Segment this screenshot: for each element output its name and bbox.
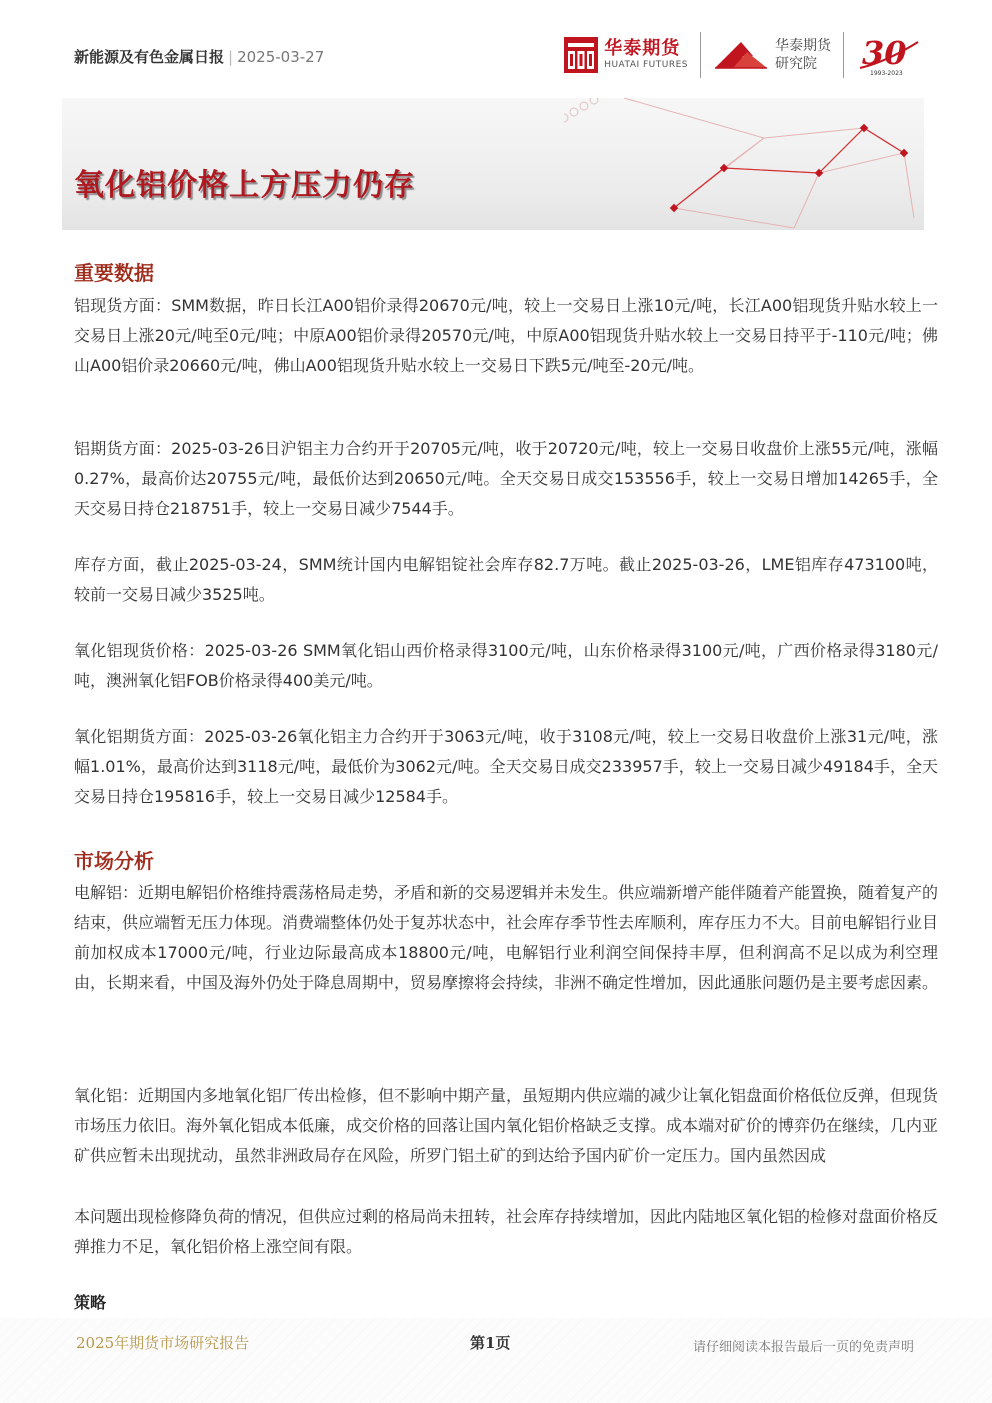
- page-number: 第1页: [470, 1334, 511, 1352]
- aluminum-spot-paragraph: 铝现货方面：SMM数据，昨日长江A00铝价录得20670元/吨，较上一交易日上涨10元/吨，长江A00铝现货升贴水较上一交易日上涨20元/吨至0元/吨；中原A00铝价录得20570元/吨，中原A00铝现货升贴水较上一交易日持平于-110元/吨；佛山A00铝价录20660元/吨，佛山A00铝现货升贴水较上一交易日下跌5元/吨至-20元/吨。: [74, 296, 938, 375]
- logo-cn-text: 华泰期货: [604, 38, 681, 59]
- alumina-futures-paragraph: 氧化铝期货方面：2025-03-26氧化铝主力合约开于3063元/吨，收于3108元/吨，较上一交易日收盘价上涨31元/吨，涨幅1.01%，最高价达到3118元/吨，最低价为3062元/吨。全天交易日成交233957手，较上一交易日减少49184手，全天交易日持仓195816手，较上一交易日减少12584手。: [74, 727, 938, 806]
- alumina-analysis: 氧化铝：近期国内多地氧化铝厂传出检修，但不影响中期产量，虽短期内供应端的减少让氧化铝盘面价格低位反弹，但现货市场压力依旧。海外氧化铝成本低廉，成交价格的回落让国内氧化铝价格缺乏支撑。成本端对矿价的博弈仍在继续，几内亚矿供应暂未出现扰动，虽然非洲政局存在风险，所罗门铝土矿的到达给予国内矿价一定压力。国内虽然因成: [74, 1086, 939, 1165]
- network-graphic-icon: [564, 98, 924, 230]
- logo-divider: [843, 32, 844, 78]
- page-footer: [0, 1318, 992, 1403]
- footer-disclaimer: 请仔细阅读本报告最后一页的免责声明: [692, 1340, 914, 1355]
- institute-logo: [713, 30, 831, 80]
- report-series: 新能源及有色金属日报: [74, 48, 225, 66]
- footer-texture: [0, 1318, 992, 1403]
- anniversary-30-icon: [856, 32, 922, 78]
- header-logos: [564, 30, 922, 80]
- huatai-logo-icon: [564, 37, 598, 73]
- anniversary-number: 30: [862, 34, 907, 72]
- header-title: [74, 46, 324, 67]
- market-analysis-heading: 市场分析: [74, 849, 154, 873]
- strategy-heading: 策略: [74, 1293, 107, 1312]
- anniversary-years: 1993-2023: [870, 70, 903, 77]
- report-title: 氧化铝价格上方压力仍存: [74, 168, 415, 203]
- title-banner: [62, 98, 924, 230]
- alumina-spot-paragraph: 氧化铝现货价格：2025-03-26 SMM氧化铝山西价格录得3100元/吨，山东价格录得3100元/吨，广西价格录得3180元/吨，澳洲氧化铝FOB价格录得400美元/吨。: [74, 641, 938, 690]
- alumina-analysis-continued: 本问题出现检修降负荷的情况，但供应过剩的格局尚未扭转，社会库存持续增加，因此内陆地区氧化铝的检修对盘面价格反弹推力不足，氧化铝价格上涨空间有限。: [74, 1207, 939, 1256]
- header-separator: |: [228, 48, 234, 66]
- page-header: [0, 0, 992, 90]
- report-date: 2025-03-27: [237, 48, 325, 66]
- inventory-paragraph: 库存方面，截止2025-03-24，SMM统计国内电解铝锭社会库存82.7万吨。截止2025-03-26，LME铝库存473100吨，较前一交易日减少3525吨。: [74, 555, 938, 604]
- institute-line2: 研究院: [775, 56, 817, 72]
- footer-report-name: 2025年期货市场研究报告: [76, 1334, 250, 1352]
- institute-logo-icon: [713, 38, 769, 72]
- electrolytic-aluminum-analysis: 电解铝：近期电解铝价格维持震荡格局走势，矛盾和新的交易逻辑并未发生。供应端新增产能伴随着产能置换，随着复产的结束，供应端暂无压力体现。消费端整体仍处于复苏状态中，社会库存季节性去库顺利，库存压力不大。目前电解铝行业目前加权成本17000元/吨，行业边际最高成本18800元/吨，电解铝行业利润空间保持丰厚，但利润高不足以成为利空理由，长期来看，中国及海外仍处于降息周期中，贸易摩擦将会持续，非洲不确定性增加，因此通胀问题仍是主要考虑因素。: [74, 883, 939, 992]
- institute-line1: 华泰期货: [775, 38, 831, 54]
- logo-divider: [700, 32, 701, 78]
- key-data-heading: 重要数据: [74, 261, 154, 285]
- aluminum-futures-paragraph: 铝期货方面：2025-03-26日沪铝主力合约开于20705元/吨，收于20720元/吨，较上一交易日收盘价上涨55元/吨，涨幅0.27%，最高价达20755元/吨，最低价达到20650元/吨。全天交易日成交153556手，较上一交易日增加14265手，全天交易日持仓218751手，较上一交易日减少7544手。: [74, 439, 938, 518]
- logo-en-text: HUATAI FUTURES: [604, 60, 688, 70]
- huatai-logo: [564, 30, 688, 80]
